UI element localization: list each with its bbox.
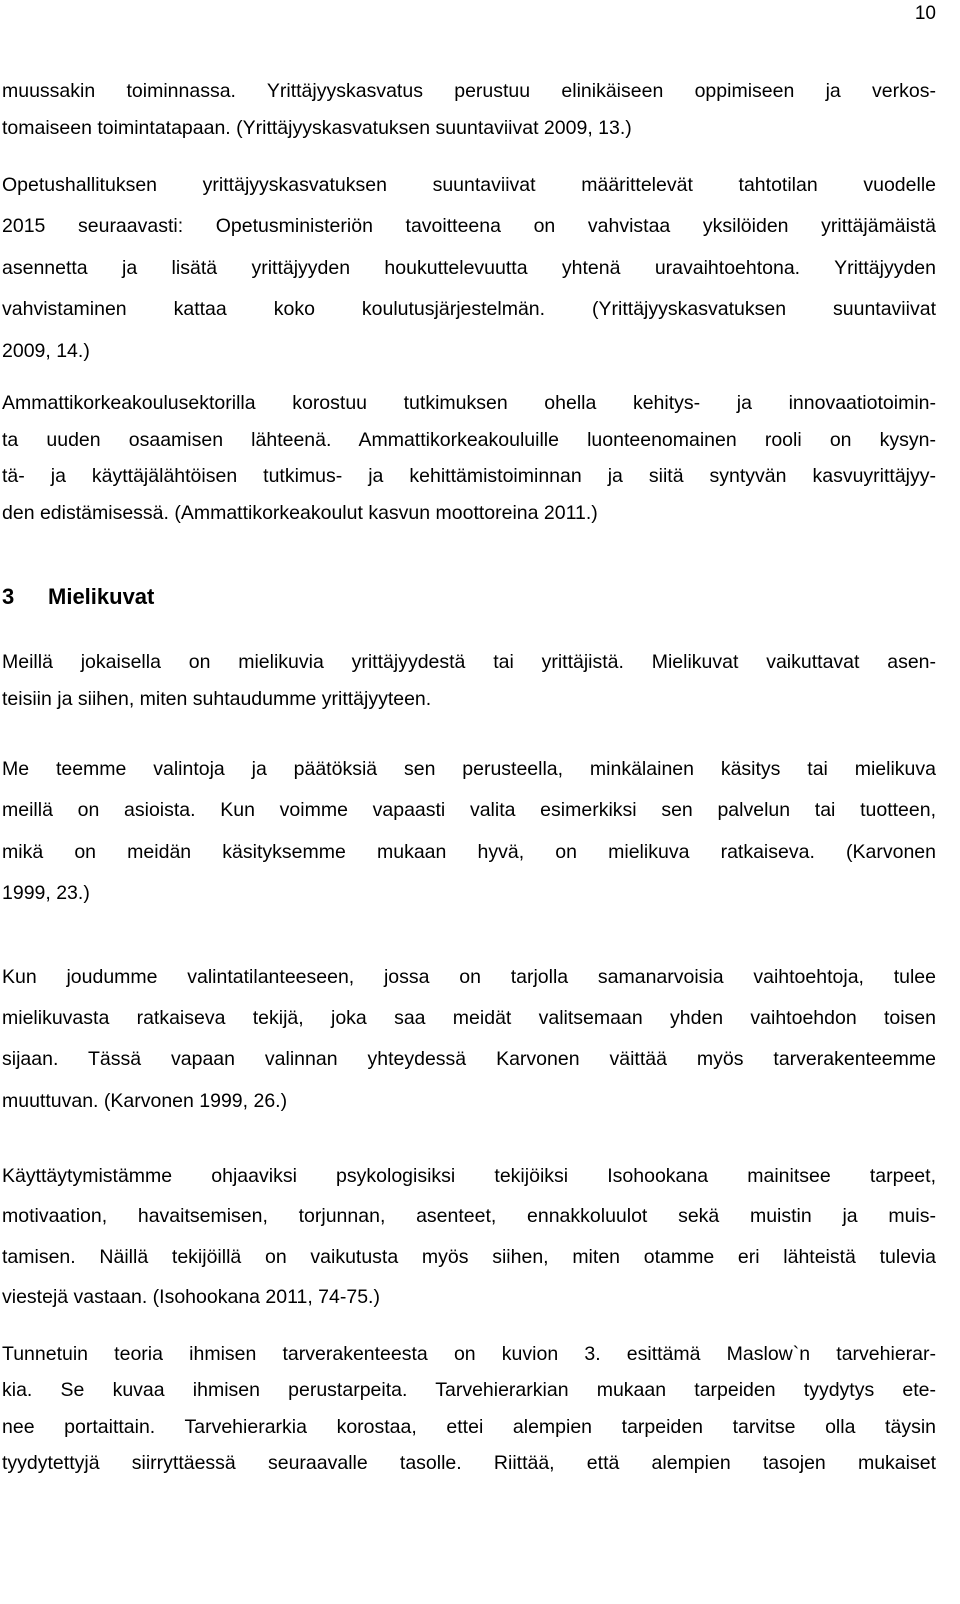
- text-line: Meillä jokaisella on mielikuvia yrittäjyydestä tai yrittäjistä. Mielikuvat vaikuttavat asen-: [2, 651, 936, 674]
- text-line: nee portaittain. Tarvehierarkia korostaa, ettei alempien tarpeiden tarvitse olla täysin: [2, 1415, 936, 1438]
- text-line: Opetushallituksen yrittäjyyskasvatuksen suuntaviivat määrittelevät tahtotilan vuodelle: [2, 174, 936, 196]
- text-line: tamisen. Näillä tekijöillä on vaikutusta myös siihen, miten otamme eri lähteistä tulevia: [2, 1245, 936, 1268]
- paragraph: [2, 165, 936, 372]
- paragraph: [2, 385, 936, 531]
- text-line: ta uuden osaamisen lähteenä. Ammattikorkeakouluille luonteenomainen rooli on kysyn-: [2, 428, 936, 451]
- text-line: muussakin toiminnassa. Yrittäjyyskasvatus perustuu elinikäiseen oppimiseen ja verkos-: [2, 80, 936, 102]
- text-line: teisiin ja siihen, miten suhtaudumme yrittäjyyteen.: [2, 687, 432, 710]
- text-line: Ammattikorkeakoulusektorilla korostuu tutkimuksen ohella kehitys- ja innovaatiotoimin-: [2, 392, 936, 415]
- text-line: tomaiseen toimintatapaan. (Yrittäjyyskasvatuksen suuntaviivat 2009, 13.): [2, 116, 632, 139]
- text-line: mielikuvasta ratkaiseva tekijä, joka saa meidät valitsemaan yhden vaihtoehdon toisen: [2, 1007, 936, 1030]
- page-number: 10: [914, 3, 936, 24]
- text-line: mikä on meidän käsityksemme mukaan hyvä, on mielikuva ratkaiseva. (Karvonen: [2, 840, 936, 863]
- paragraph: [2, 1336, 936, 1481]
- section-heading: [2, 584, 936, 610]
- text-line: vahvistaminen kattaa koko koulutusjärjestelmän. (Yrittäjyyskasvatuksen suuntaviivat: [2, 298, 936, 321]
- text-line: tyydytettyjä siirryttäessä seuraavalle tasolle. Riittää, että alempien tasojen mukaiset: [2, 1451, 936, 1474]
- paragraph: [2, 73, 936, 146]
- section-title: Mielikuvat: [48, 584, 155, 610]
- text-line: muuttuvan. (Karvonen 1999, 26.): [2, 1089, 288, 1112]
- text-line: motivaation, havaitsemisen, torjunnan, asenteet, ennakkoluulot sekä muistin ja muis-: [2, 1205, 936, 1228]
- text-line: 2015 seuraavasti: Opetusministeriön tavoitteena on vahvistaa yksilöiden yrittäjämäistä: [2, 215, 936, 238]
- text-line: kia. Se kuvaa ihmisen perustarpeita. Tarvehierarkian mukaan tarpeiden tyydytys ete-: [2, 1379, 936, 1402]
- paragraph: [2, 1156, 936, 1317]
- text-line: meillä on asioista. Kun voimme vapaasti valita esimerkiksi sen palvelun tai tuotteen,: [2, 799, 936, 822]
- text-line: Käyttäytymistämme ohjaaviksi psykologisiksi tekijöiksi Isohookana mainitsee tarpeet,: [2, 1165, 936, 1188]
- text-line: viestejä vastaan. (Isohookana 2011, 74-75.): [2, 1285, 380, 1308]
- text-line: Me teemme valintoja ja päätöksiä sen perusteella, minkälainen käsitys tai mielikuva: [2, 758, 936, 781]
- section-number: 3: [2, 584, 15, 610]
- text-line: Tunnetuin teoria ihmisen tarverakenteesta on kuvion 3. esittämä Maslow`n tarvehierar-: [2, 1343, 936, 1366]
- text-line: den edistämisessä. (Ammattikorkeakoulut kasvun moottoreina 2011.): [2, 501, 598, 524]
- text-line: sijaan. Tässä vapaan valinnan yhteydessä Karvonen väittää myös tarverakenteemme: [2, 1048, 936, 1071]
- text-line: tä- ja käyttäjälähtöisen tutkimus- ja kehittämistoiminnan ja siitä syntyvän kasvuyrittäjyy-: [2, 465, 936, 488]
- text-line: asennetta ja lisätä yrittäjyyden houkuttelevuutta yhtenä uravaihtoehtona. Yrittäjyyden: [2, 256, 936, 279]
- paragraph: [2, 957, 936, 1123]
- page-content: [2, 73, 936, 1481]
- text-line: 1999, 23.): [2, 882, 90, 905]
- text-line: 2009, 14.): [2, 339, 90, 362]
- paragraph: [2, 749, 936, 915]
- paragraph: [2, 644, 936, 717]
- text-line: Kun joudumme valintatilanteeseen, jossa on tarjolla samanarvoisia vaihtoehtoja, tulee: [2, 965, 936, 988]
